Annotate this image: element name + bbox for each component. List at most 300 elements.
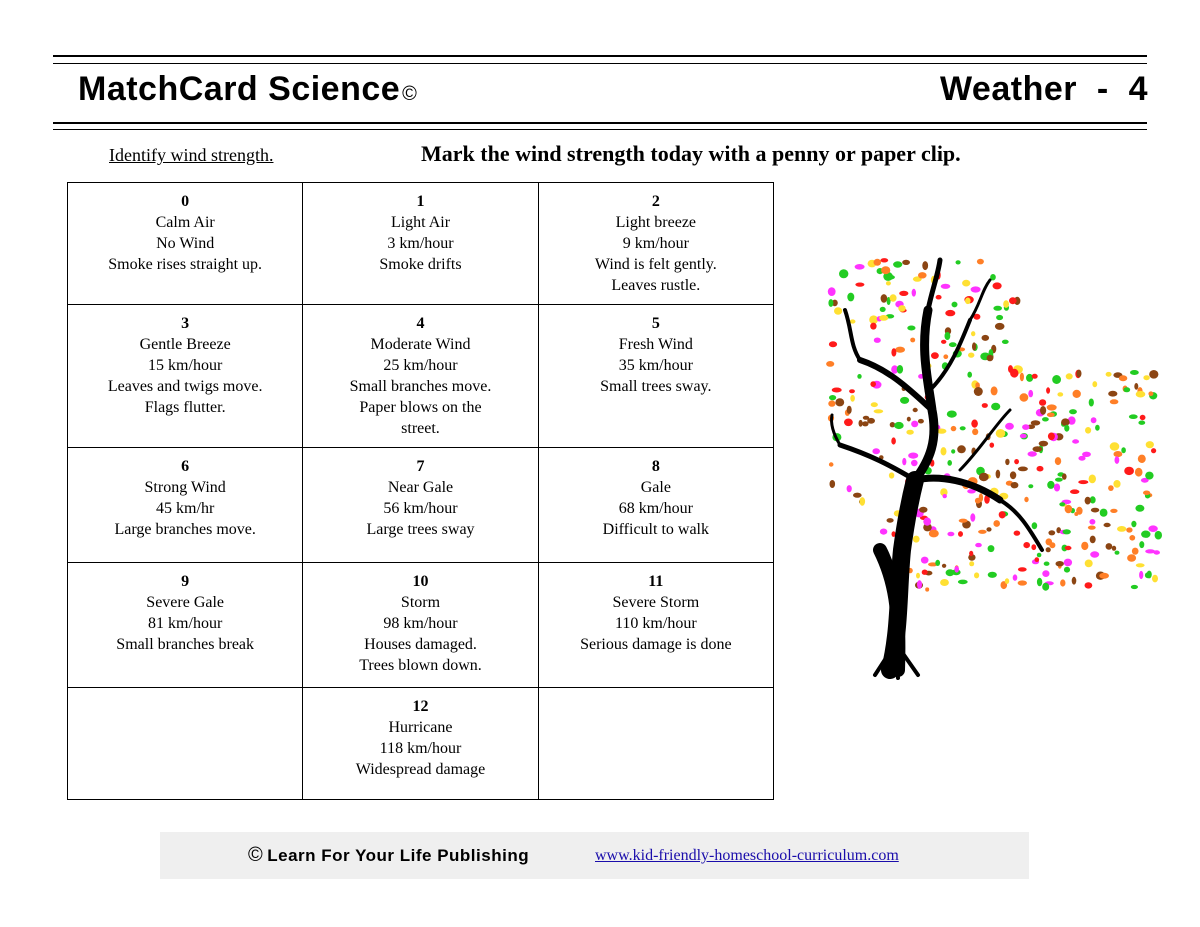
leaf [996, 315, 1003, 320]
leaf [828, 287, 836, 296]
leaf [1020, 373, 1024, 382]
leaf [922, 261, 928, 270]
leaf [1073, 390, 1081, 398]
leaf [1145, 572, 1151, 578]
wind-card-line: Leaves and twigs move. [107, 377, 263, 395]
leaf [1014, 531, 1021, 536]
wind-scale-grid [67, 182, 774, 800]
copyright-icon: © [248, 844, 264, 866]
leaf [1136, 391, 1146, 398]
leaf [1039, 399, 1046, 406]
leaf [1055, 478, 1063, 482]
leaf [979, 473, 989, 481]
leaf [855, 283, 864, 287]
leaf [1131, 585, 1138, 589]
wind-force-number: 6 [181, 458, 190, 476]
leaf [1145, 472, 1153, 480]
leaf [942, 564, 946, 568]
leaf [1138, 455, 1146, 463]
wind-card-line: 118 km/hour [379, 740, 462, 758]
leaf [829, 395, 836, 400]
leaf [921, 557, 929, 564]
leaf [1059, 502, 1065, 506]
leaf [1110, 399, 1119, 404]
wind-force-number: 3 [181, 314, 190, 332]
leaf [929, 530, 939, 538]
wind-force-number: 0 [181, 193, 190, 210]
leaf [1064, 567, 1070, 573]
empty-card [538, 688, 773, 800]
leaf [1117, 526, 1126, 532]
leaf [886, 275, 895, 280]
leaf [834, 307, 842, 314]
leaf [1108, 391, 1117, 397]
leaf [912, 289, 916, 297]
leaf [1037, 578, 1042, 587]
wind-card-line: Paper blows on the [359, 398, 482, 416]
leaf [1047, 404, 1057, 410]
wind-card-line: Small branches break [116, 635, 255, 653]
leaf [913, 408, 918, 412]
leaf [1035, 557, 1040, 562]
leaf [1139, 571, 1143, 579]
leaf [952, 302, 958, 308]
wind-card-line: Serious damage is done [580, 635, 732, 653]
leaf [1132, 548, 1139, 555]
leaf [943, 354, 948, 359]
wind-card-line: Light Air [390, 214, 451, 231]
leaf [1138, 421, 1145, 425]
leaf [897, 365, 903, 374]
wind-card-line: Wind is felt gently. [594, 256, 717, 273]
leaf [947, 532, 954, 537]
leaf [1018, 567, 1027, 571]
leaf [893, 261, 902, 267]
leaf [1063, 529, 1071, 534]
leaf [1064, 559, 1072, 567]
leaf [1108, 485, 1114, 491]
leaf [972, 342, 976, 350]
leaf [899, 291, 908, 296]
leaf [993, 306, 1002, 311]
leaf [1110, 442, 1120, 450]
leaf [1044, 562, 1050, 566]
leaf [1052, 375, 1061, 384]
leaf [991, 386, 998, 395]
leaf [965, 298, 971, 305]
wind-card [303, 183, 538, 305]
leaf [951, 449, 955, 453]
leaf [1032, 522, 1038, 529]
leaf [1115, 551, 1120, 555]
leaf [1092, 381, 1097, 387]
wind-force-number: 10 [412, 572, 429, 590]
leaf [958, 531, 963, 537]
leaf [1085, 560, 1093, 568]
leaf [1046, 387, 1050, 393]
wind-card-line: 98 km/hour [383, 614, 458, 632]
wind-card-line: Severe Storm [612, 593, 700, 611]
leaf [951, 426, 957, 431]
leaf [898, 305, 905, 312]
publisher-name: Learn For Your Life Publishing [267, 846, 530, 865]
leaf [977, 259, 984, 265]
wind-card-line: Large trees sway [366, 521, 475, 539]
wind-card-line: Moderate Wind [370, 335, 471, 353]
leaf [919, 507, 927, 513]
leaf [1040, 406, 1046, 415]
leaf [969, 551, 973, 556]
wind-card [303, 304, 538, 448]
wind-card-line: Small trees sway. [600, 377, 712, 395]
leaf [1020, 434, 1027, 439]
leaf [828, 400, 835, 406]
leaf [1110, 509, 1117, 513]
leaf [946, 569, 955, 576]
leaf [1148, 525, 1157, 532]
leaf [1014, 459, 1019, 464]
leaf [1005, 578, 1009, 584]
leaf [943, 494, 947, 498]
wind-force-number: 11 [648, 572, 664, 590]
leaf [949, 342, 957, 347]
leaf [1055, 457, 1061, 465]
wind-card-line: 15 km/hour [148, 356, 223, 374]
leaf [890, 294, 897, 301]
wind-card [303, 688, 538, 800]
tree-leaves [826, 258, 1162, 591]
leaf [978, 530, 987, 534]
leaf [1146, 441, 1154, 448]
tree-trunk [831, 260, 1042, 678]
leaf [1060, 579, 1065, 586]
leaf [1123, 387, 1130, 392]
leaf [907, 326, 915, 331]
instruction-text: Mark the wind strength today with a penny or paper clip. [421, 141, 961, 166]
leaf [1023, 542, 1030, 548]
leaf [1056, 561, 1064, 566]
leaf [945, 310, 955, 316]
leaf [958, 580, 968, 585]
wind-card-line: Trees blown down. [359, 656, 482, 674]
leaf [931, 352, 939, 359]
leaf [975, 543, 982, 547]
leaf [1054, 484, 1060, 492]
leaf [971, 420, 978, 428]
leaf [1149, 370, 1158, 379]
leaf [1061, 418, 1070, 425]
leaf [1095, 425, 1100, 431]
leaf [859, 420, 863, 427]
leaf [880, 307, 886, 312]
leaf [870, 381, 876, 387]
leaf [895, 347, 905, 353]
wind-force-number: 8 [651, 458, 660, 476]
identify-heading: Identify wind strength. [109, 145, 274, 165]
publisher-credit [248, 844, 529, 867]
leaf [1139, 541, 1144, 548]
leaf [971, 286, 981, 292]
wind-card-line: street. [401, 419, 440, 437]
wind-card [303, 562, 538, 688]
leaf [1013, 574, 1018, 580]
leaf [972, 429, 978, 436]
leaf [1151, 448, 1156, 453]
leaf [829, 462, 834, 466]
leaf [1078, 456, 1085, 461]
leaf [987, 355, 994, 362]
leaf [1010, 471, 1016, 479]
leaf [1106, 543, 1113, 550]
leaf [874, 409, 884, 413]
wind-card [538, 562, 773, 688]
wind-force-number: 5 [651, 314, 660, 332]
leaf [829, 341, 837, 347]
leaf [879, 315, 888, 321]
topic-title: Weather - 4 [939, 70, 1148, 108]
leaf [1011, 482, 1019, 488]
website-link[interactable]: www.kid-friendly-homeschool-curriculum.com [595, 847, 899, 864]
leaf [1070, 489, 1079, 494]
leaf [974, 572, 979, 578]
leaf [1155, 531, 1162, 540]
leaf [945, 332, 951, 340]
leaf [1129, 414, 1138, 419]
leaf [1032, 374, 1038, 379]
leaf [1048, 530, 1055, 535]
leaf [830, 480, 836, 488]
header-bottom-rule-thin [53, 129, 1147, 130]
wind-card-line: Large branches move. [114, 521, 256, 539]
leaf [941, 447, 947, 455]
leaf [959, 519, 968, 523]
wind-card-line: Smoke rises straight up. [108, 256, 263, 273]
leaf [991, 403, 1000, 411]
wind-card [538, 183, 773, 305]
leaf [918, 419, 924, 424]
leaf [1089, 475, 1096, 484]
leaf [936, 295, 942, 300]
leaf [1047, 481, 1054, 489]
leaf [947, 460, 952, 466]
wind-card-line: Small branches move. [349, 377, 492, 395]
leaf [1140, 415, 1146, 420]
leaf [900, 397, 909, 404]
leaf [1028, 484, 1033, 488]
leaf [941, 340, 946, 344]
leaf [969, 561, 974, 566]
leaf [1065, 546, 1072, 550]
wind-card-line: 25 km/hour [383, 356, 458, 374]
leaf [1005, 423, 1014, 430]
wind-blown-tree-icon [820, 250, 1170, 680]
wind-card [538, 448, 773, 563]
wind-card-line: 35 km/hour [618, 356, 693, 374]
leaf [1104, 523, 1111, 527]
leaf [889, 472, 894, 478]
leaf [1022, 424, 1029, 430]
leaf [911, 460, 918, 466]
leaf [941, 284, 951, 289]
leaf [916, 573, 920, 579]
leaf [870, 323, 876, 330]
leaf [999, 511, 1006, 518]
leaf [925, 587, 929, 591]
header-bottom-rule [53, 122, 1147, 124]
wind-card-line: No Wind [156, 235, 215, 252]
footer-bar [160, 832, 1029, 879]
leaf [880, 258, 888, 262]
leaf [986, 527, 991, 531]
leaf [855, 264, 865, 270]
wind-card-line: 81 km/hour [148, 614, 223, 632]
wind-card-line: Strong Wind [144, 479, 226, 497]
wind-card-line: 45 km/hr [156, 500, 215, 518]
leaf [1042, 583, 1049, 591]
leaf [1114, 451, 1123, 457]
leaf [1046, 538, 1053, 545]
leaf [923, 518, 931, 526]
copyright-symbol: © [402, 83, 418, 105]
leaf [1005, 459, 1009, 465]
leaf [1042, 570, 1049, 577]
wind-card [68, 183, 303, 305]
wind-card-line: Gentle Breeze [139, 335, 231, 353]
leaf [990, 443, 995, 448]
leaf [1089, 399, 1094, 407]
leaf [847, 406, 852, 414]
leaf [1077, 370, 1082, 378]
leaf [1143, 491, 1150, 496]
leaf [962, 280, 970, 287]
leaf [874, 259, 882, 266]
leaf [954, 566, 959, 573]
wind-card-line: Severe Gale [146, 593, 225, 611]
header-top-rule [53, 55, 1147, 57]
wind-card-line: Hurricane [388, 719, 453, 737]
leaf [828, 299, 833, 307]
wind-card-line: Leaves rustle. [611, 277, 701, 294]
leaf [940, 579, 949, 586]
leaf [967, 372, 972, 378]
wind-force-number: 4 [416, 314, 425, 332]
leaf [1106, 372, 1112, 377]
leaf [956, 260, 961, 264]
leaf [886, 281, 891, 285]
leaf [1085, 582, 1093, 588]
leaf [844, 419, 853, 427]
leaf [1037, 553, 1042, 558]
leaf [1131, 521, 1136, 527]
leaf [1009, 297, 1017, 304]
wind-card-line: Light breeze [615, 214, 697, 231]
leaf [1037, 466, 1044, 472]
leaf [860, 497, 866, 506]
wind-card-line: Difficult to walk [602, 521, 709, 539]
leaf [1141, 531, 1150, 538]
leaf [922, 570, 928, 575]
leaf [1078, 480, 1088, 484]
leaf [995, 323, 1005, 330]
leaf [1028, 451, 1037, 456]
leaf [968, 353, 974, 358]
leaf [1024, 497, 1028, 502]
leaf [839, 269, 848, 278]
wind-card [303, 448, 538, 563]
wind-card-line: 9 km/hour [622, 235, 689, 252]
leaf [1048, 433, 1055, 441]
leaf [872, 448, 880, 454]
wind-card-line: Widespread damage [355, 761, 486, 779]
wind-card [68, 304, 303, 448]
leaf [881, 266, 890, 274]
leaf [1069, 409, 1077, 414]
leaf [1091, 417, 1097, 423]
leaf [1130, 370, 1139, 375]
leaf [1076, 507, 1082, 515]
wind-card-line: Fresh Wind [618, 335, 693, 353]
wind-card-line: Smoke drifts [379, 256, 462, 273]
leaf [902, 458, 906, 465]
brand-name: MatchCard Science [78, 70, 401, 108]
leaf [1136, 563, 1145, 567]
leaf [847, 485, 852, 492]
leaf [1148, 391, 1153, 396]
wind-force-number: 7 [416, 458, 425, 476]
leaf [1129, 535, 1135, 541]
leaf [832, 388, 842, 393]
wind-card-line: Calm Air [155, 214, 215, 231]
leaf [1090, 551, 1099, 557]
leaf [881, 294, 888, 303]
wind-card [538, 304, 773, 448]
wind-card-line: Gale [640, 479, 671, 497]
leaf [1152, 575, 1158, 583]
leaf [1135, 505, 1144, 512]
leaf [988, 572, 997, 578]
leaf [1028, 390, 1033, 397]
leaf [935, 560, 940, 566]
leaf [1033, 446, 1043, 452]
leaf [993, 282, 1002, 289]
leaf [847, 293, 854, 302]
leaf [1135, 468, 1143, 477]
leaf [1089, 519, 1095, 525]
wind-card-line: Flags flutter. [144, 398, 226, 416]
leaf [1072, 577, 1077, 585]
leaf [874, 338, 881, 343]
leaf [1085, 497, 1091, 505]
leaf [1047, 413, 1055, 418]
leaf [907, 417, 911, 422]
leaf [1018, 467, 1028, 472]
leaf [1062, 473, 1067, 479]
leaf [835, 398, 844, 406]
leaf [1143, 375, 1149, 380]
leaf [1064, 425, 1069, 432]
leaf [996, 429, 1006, 438]
leaf [891, 348, 896, 356]
leaf [947, 411, 957, 418]
leaf [1065, 505, 1073, 514]
leaf [982, 403, 988, 408]
leaf [853, 493, 862, 498]
leaf [826, 361, 834, 367]
leaf [902, 260, 910, 265]
leaf [1002, 340, 1009, 344]
wind-card-line: Storm [400, 593, 441, 611]
leaf [982, 335, 990, 341]
